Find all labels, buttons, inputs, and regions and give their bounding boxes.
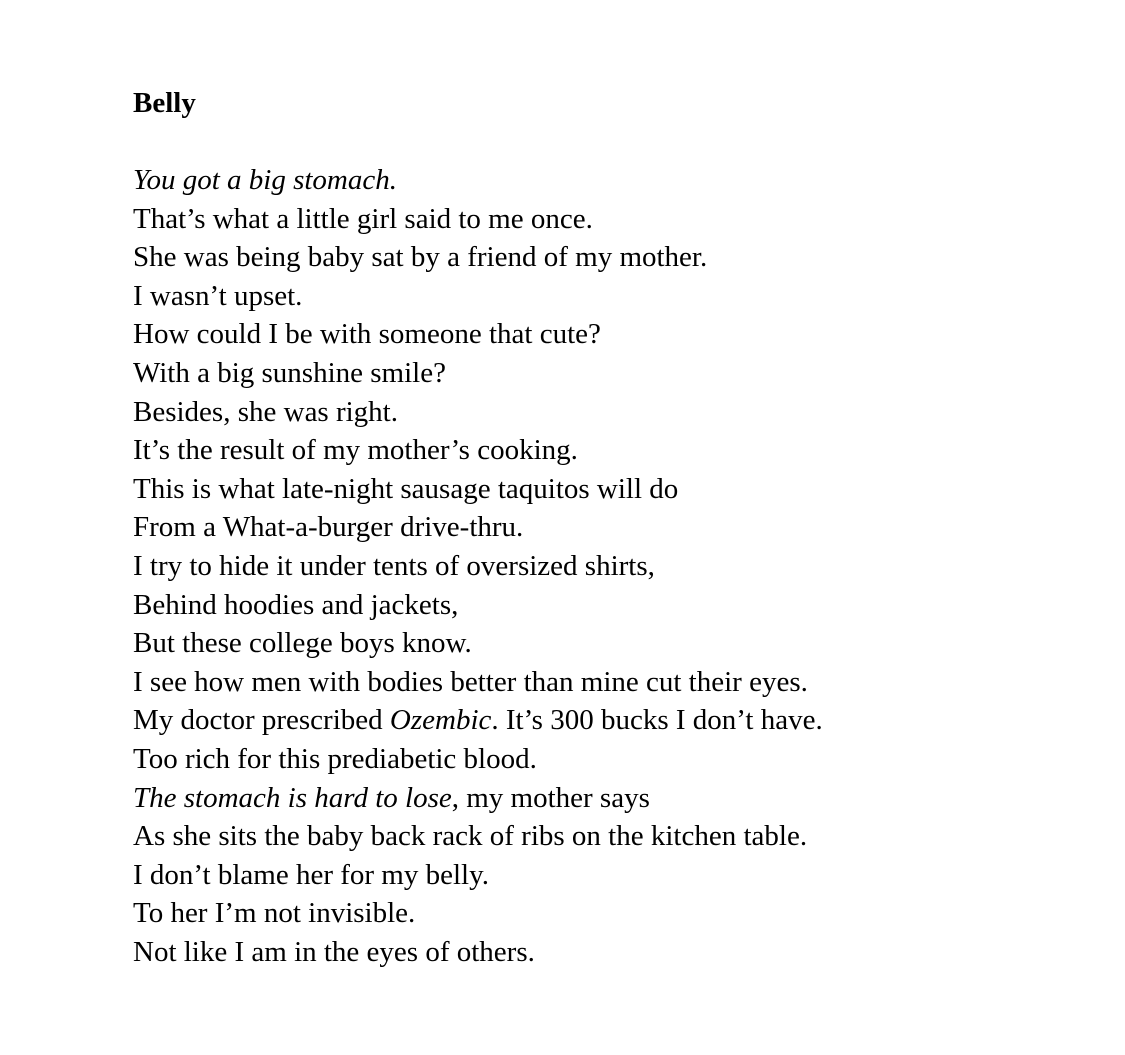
poem-line-text: Not like I am in the eyes of others.: [133, 935, 535, 968]
poem-line-italic-text: You got a big stomach.: [133, 164, 397, 196]
poem-line: [133, 740, 823, 779]
poem-line-italic-text: The stomach is hard to lose: [133, 781, 452, 814]
poem-line-text: Behind hoodies and jackets,: [133, 588, 459, 621]
poem-line: [133, 817, 823, 856]
poem-line: [133, 393, 823, 432]
poem-line-text: It’s the result of my mother’s cooking.: [133, 434, 578, 467]
poem-line-text: How could I be with someone that cute?: [133, 318, 601, 351]
poem-line-text: With a big sunshine smile?: [133, 356, 446, 389]
poem-line-text: Too rich for this prediabetic blood.: [133, 742, 537, 775]
poem-line: [133, 470, 823, 509]
poem-line-text: She was being baby sat by a friend of my mother.: [133, 241, 708, 274]
poem-line: [133, 663, 823, 702]
poem-line-text: But these college boys know.: [133, 627, 472, 660]
poem-line: [133, 933, 823, 972]
poem-line: [133, 701, 823, 740]
poem-line-text: From a What-a-burger drive-thru.: [133, 511, 524, 544]
poem-line-text: That’s what a little girl said to me once.: [133, 202, 593, 235]
poem-line: [133, 238, 823, 277]
poem-line: [133, 161, 823, 200]
poem-line: [133, 431, 823, 470]
poem-line: [133, 894, 823, 933]
poem-line: [133, 856, 823, 895]
poem-line-text: As she sits the baby back rack of ribs on the kitchen table.: [133, 820, 808, 853]
poem-line-text: I wasn’t upset.: [133, 279, 303, 312]
poem-line: [133, 547, 823, 586]
poem-title: Belly: [133, 87, 196, 119]
poem-line: [133, 315, 823, 354]
poem-line: [133, 586, 823, 625]
poem-line: [133, 277, 823, 316]
poem-line: [133, 624, 823, 663]
poem-line-text: Besides, she was right.: [133, 395, 398, 428]
poem-line-text: I see how men with bodies better than mine cut their eyes.: [133, 665, 808, 698]
poem-line-text: . It’s 300 bucks I don’t have.: [491, 704, 823, 737]
poem-body: [133, 161, 823, 971]
poem-line-text: I don’t blame her for my belly.: [133, 858, 489, 891]
poem-line-text: I try to hide it under tents of oversized shirts,: [133, 549, 655, 582]
poem-line-text: My doctor prescribed: [133, 704, 390, 737]
poem-line: [133, 779, 823, 818]
poem-line: [133, 508, 823, 547]
poem-line-italic-text: Ozembic: [389, 704, 492, 737]
poem-line: [133, 354, 823, 393]
poem-line: [133, 200, 823, 239]
poem-line-text: , my mother says: [451, 781, 650, 814]
poem-line-text: This is what late-night sausage taquitos will do: [133, 472, 679, 505]
poem-line-text: To her I’m not invisible.: [133, 897, 416, 930]
